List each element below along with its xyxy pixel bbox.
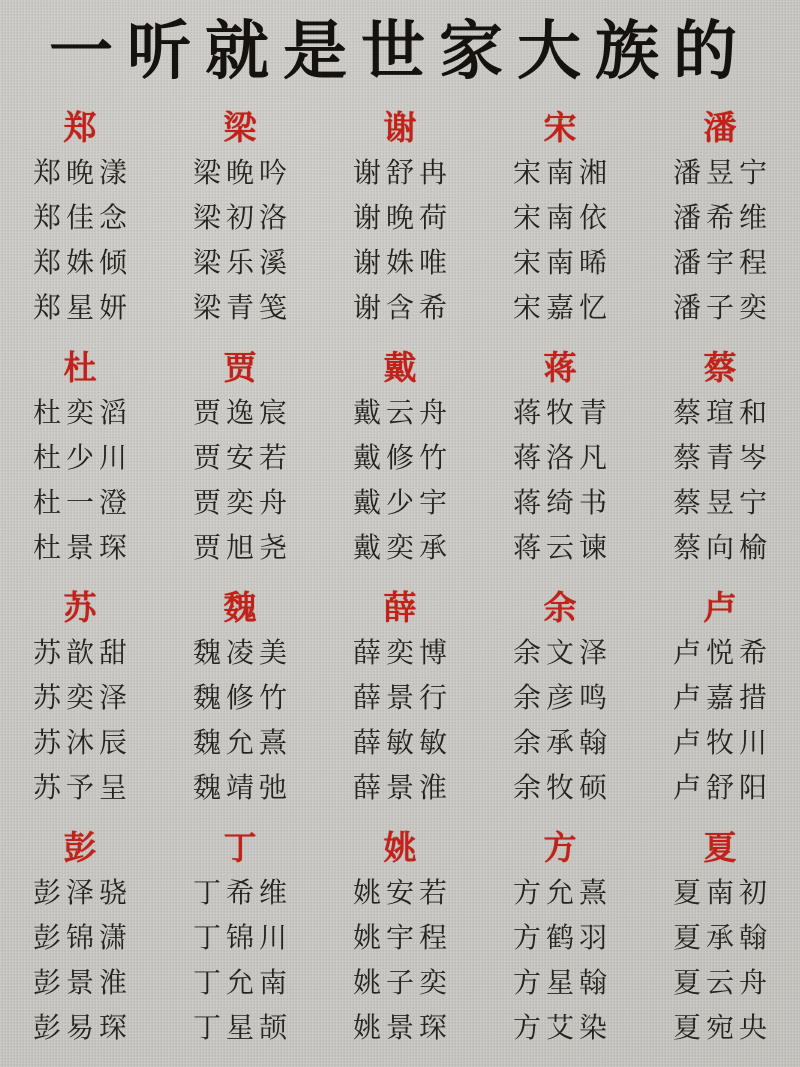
name-item: 余牧硕 bbox=[512, 771, 612, 804]
name-item: 方星翰 bbox=[512, 966, 612, 999]
surname-column bbox=[0, 346, 160, 570]
surname-header: 杜 bbox=[63, 348, 97, 387]
surname-column bbox=[0, 826, 160, 1050]
name-item: 潘子奕 bbox=[672, 291, 772, 324]
name-item: 蒋绮书 bbox=[512, 486, 612, 519]
surname-header: 卢 bbox=[703, 588, 737, 627]
surname-column bbox=[320, 586, 480, 810]
name-item: 方允熹 bbox=[512, 876, 612, 909]
surname-column bbox=[0, 106, 160, 330]
name-item: 魏修竹 bbox=[192, 681, 292, 714]
name-item: 潘希维 bbox=[672, 201, 772, 234]
name-item: 杜少川 bbox=[32, 441, 132, 474]
surname-column bbox=[640, 346, 800, 570]
name-item: 魏靖弛 bbox=[192, 771, 292, 804]
name-item: 姚子奕 bbox=[352, 966, 452, 999]
name-item: 杜奕滔 bbox=[32, 396, 132, 429]
surname-column bbox=[640, 586, 800, 810]
name-item: 方艾染 bbox=[512, 1011, 612, 1044]
surname-header: 蔡 bbox=[703, 348, 737, 387]
name-item: 苏予呈 bbox=[32, 771, 132, 804]
name-item: 潘昱宁 bbox=[672, 156, 772, 189]
name-item: 彭锦潇 bbox=[32, 921, 132, 954]
surname-header: 郑 bbox=[63, 108, 97, 147]
name-item: 梁初洛 bbox=[192, 201, 292, 234]
name-item: 姚宇程 bbox=[352, 921, 452, 954]
surname-header: 姚 bbox=[383, 828, 417, 867]
surname-header: 谢 bbox=[383, 108, 417, 147]
name-item: 杜景琛 bbox=[32, 531, 132, 564]
surname-column bbox=[0, 586, 160, 810]
name-item: 姚安若 bbox=[352, 876, 452, 909]
name-item: 丁星颉 bbox=[192, 1011, 292, 1044]
name-item: 薛奕博 bbox=[352, 636, 452, 669]
name-item: 薛景淮 bbox=[352, 771, 452, 804]
name-item: 郑姝倾 bbox=[32, 246, 132, 279]
name-item: 戴奕承 bbox=[352, 531, 452, 564]
name-item: 蒋洛凡 bbox=[512, 441, 612, 474]
name-item: 潘宇程 bbox=[672, 246, 772, 279]
name-item: 彭景淮 bbox=[32, 966, 132, 999]
name-item: 丁锦川 bbox=[192, 921, 292, 954]
surname-header: 贾 bbox=[223, 348, 257, 387]
name-item: 谢姝唯 bbox=[352, 246, 452, 279]
surname-column bbox=[480, 826, 640, 1050]
name-item: 夏宛央 bbox=[672, 1011, 772, 1044]
surname-header: 彭 bbox=[63, 828, 97, 867]
name-item: 蒋牧青 bbox=[512, 396, 612, 429]
surname-column bbox=[480, 346, 640, 570]
surname-group-2 bbox=[0, 346, 800, 570]
surname-column bbox=[320, 346, 480, 570]
page-title: 一听就是世家大族的 bbox=[49, 14, 751, 89]
name-item: 方鹤羽 bbox=[512, 921, 612, 954]
surname-column bbox=[160, 346, 320, 570]
name-item: 余承翰 bbox=[512, 726, 612, 759]
name-item: 卢嘉措 bbox=[672, 681, 772, 714]
surname-header: 魏 bbox=[223, 588, 257, 627]
surname-header: 潘 bbox=[703, 108, 737, 147]
name-item: 谢晚荷 bbox=[352, 201, 452, 234]
surname-column bbox=[640, 826, 800, 1050]
name-item: 蔡向榆 bbox=[672, 531, 772, 564]
name-item: 戴少宇 bbox=[352, 486, 452, 519]
surname-header: 薛 bbox=[383, 588, 417, 627]
name-item: 贾奕舟 bbox=[192, 486, 292, 519]
name-item: 杜一澄 bbox=[32, 486, 132, 519]
name-item: 蔡昱宁 bbox=[672, 486, 772, 519]
name-item: 夏南初 bbox=[672, 876, 772, 909]
name-item: 郑佳念 bbox=[32, 201, 132, 234]
name-item: 贾逸宸 bbox=[192, 396, 292, 429]
name-item: 苏歆甜 bbox=[32, 636, 132, 669]
name-item: 彭易琛 bbox=[32, 1011, 132, 1044]
surname-header: 方 bbox=[543, 828, 577, 867]
name-item: 梁乐溪 bbox=[192, 246, 292, 279]
name-item: 宋南晞 bbox=[512, 246, 612, 279]
surname-column bbox=[320, 106, 480, 330]
surname-header: 梁 bbox=[223, 108, 257, 147]
name-item: 蔡青岑 bbox=[672, 441, 772, 474]
name-item: 魏凌美 bbox=[192, 636, 292, 669]
name-item: 贾安若 bbox=[192, 441, 292, 474]
name-item: 余彦鸣 bbox=[512, 681, 612, 714]
name-item: 戴修竹 bbox=[352, 441, 452, 474]
name-item: 蒋云谏 bbox=[512, 531, 612, 564]
name-item: 余文泽 bbox=[512, 636, 612, 669]
name-item: 谢含希 bbox=[352, 291, 452, 324]
name-item: 夏承翰 bbox=[672, 921, 772, 954]
name-item: 蔡瑄和 bbox=[672, 396, 772, 429]
name-item: 苏沐辰 bbox=[32, 726, 132, 759]
surname-column bbox=[160, 826, 320, 1050]
name-item: 苏奕泽 bbox=[32, 681, 132, 714]
surname-header: 余 bbox=[543, 588, 577, 627]
name-item: 姚景琛 bbox=[352, 1011, 452, 1044]
surname-header: 蒋 bbox=[543, 348, 577, 387]
name-item: 贾旭尧 bbox=[192, 531, 292, 564]
name-item: 丁希维 bbox=[192, 876, 292, 909]
surname-group-3 bbox=[0, 586, 800, 810]
name-item: 宋南依 bbox=[512, 201, 612, 234]
surname-column bbox=[160, 106, 320, 330]
name-item: 戴云舟 bbox=[352, 396, 452, 429]
name-item: 夏云舟 bbox=[672, 966, 772, 999]
name-item: 梁青笺 bbox=[192, 291, 292, 324]
name-item: 卢舒阳 bbox=[672, 771, 772, 804]
name-item: 郑星妍 bbox=[32, 291, 132, 324]
name-item: 宋嘉忆 bbox=[512, 291, 612, 324]
name-item: 梁晚吟 bbox=[192, 156, 292, 189]
name-item: 郑晚漾 bbox=[32, 156, 132, 189]
surname-header: 宋 bbox=[543, 108, 577, 147]
surname-column bbox=[160, 586, 320, 810]
surname-header: 苏 bbox=[63, 588, 97, 627]
surname-group-4 bbox=[0, 826, 800, 1050]
surname-header: 夏 bbox=[703, 828, 737, 867]
name-item: 卢悦希 bbox=[672, 636, 772, 669]
surname-group-1 bbox=[0, 106, 800, 330]
surname-column bbox=[480, 106, 640, 330]
surname-column bbox=[480, 586, 640, 810]
name-item: 彭泽骁 bbox=[32, 876, 132, 909]
surname-column bbox=[320, 826, 480, 1050]
name-item: 宋南湘 bbox=[512, 156, 612, 189]
surname-header: 丁 bbox=[223, 828, 257, 867]
name-item: 谢舒冉 bbox=[352, 156, 452, 189]
name-item: 薛景行 bbox=[352, 681, 452, 714]
name-item: 薛敏敏 bbox=[352, 726, 452, 759]
surname-column bbox=[640, 106, 800, 330]
name-item: 丁允南 bbox=[192, 966, 292, 999]
surname-header: 戴 bbox=[383, 348, 417, 387]
name-item: 卢牧川 bbox=[672, 726, 772, 759]
name-item: 魏允熹 bbox=[192, 726, 292, 759]
